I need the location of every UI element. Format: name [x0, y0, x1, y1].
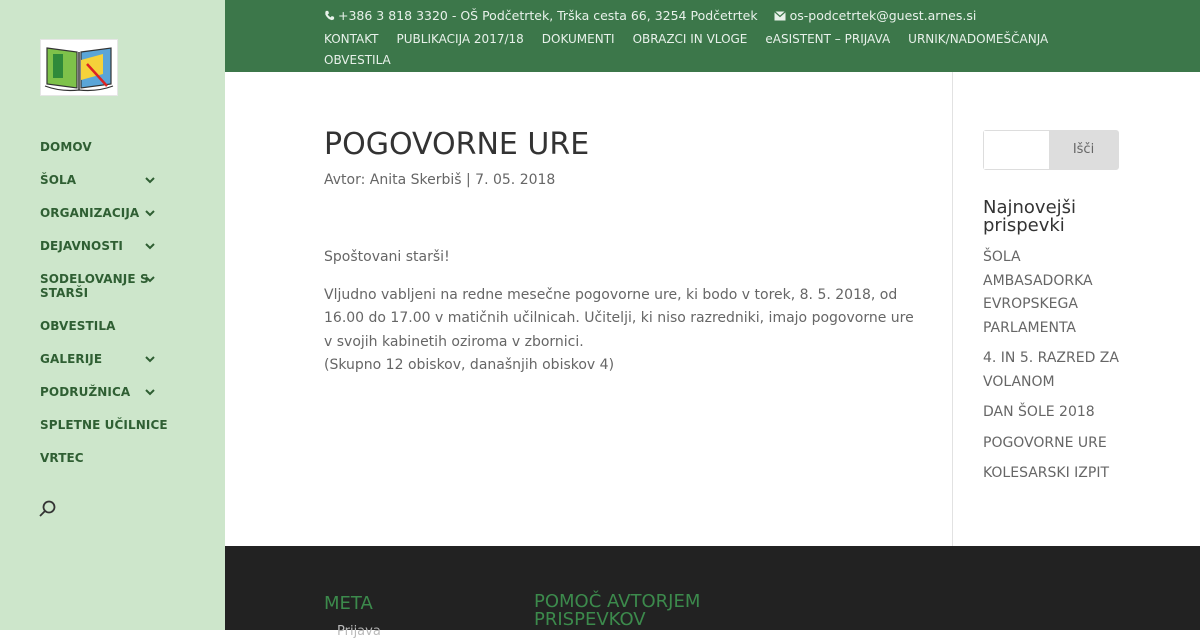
nav-item-sola[interactable]: ŠOLA: [40, 173, 165, 187]
chevron-down-icon[interactable]: [143, 173, 157, 187]
chevron-down-icon[interactable]: [143, 206, 157, 220]
recent-post-link[interactable]: POGOVORNE URE: [983, 434, 1107, 451]
nav-item-vrtec[interactable]: VRTEC: [40, 451, 84, 465]
chevron-down-icon[interactable]: [143, 385, 157, 399]
mail-icon: [774, 11, 786, 21]
post-paragraph: Vljudno vabljeni na redne mesečne pogovorne ure, ki bodo v torek, 8. 5. 2018, od 16.00 do 17.00 v matičnih učilnicah. Učitelji, ki niso razredniki, imajo pogovorne ure v svojih kabinetih oziroma v zbornici.: [324, 286, 914, 350]
content-divider: [952, 72, 953, 546]
search-button[interactable]: Išči: [1049, 131, 1118, 169]
topnav-urnik-nadomescanja[interactable]: URNIK/NADOMEŠČANJA: [908, 32, 1049, 46]
topnav-publikacija[interactable]: PUBLIKACIJA 2017/18: [396, 32, 524, 46]
contact-info: [324, 8, 976, 23]
chevron-down-icon[interactable]: [143, 352, 157, 366]
nav-item-galerije[interactable]: GALERIJE: [40, 352, 165, 366]
top-nav: [324, 29, 1084, 71]
chevron-down-icon[interactable]: [143, 272, 157, 286]
nav-item-domov[interactable]: DOMOV: [40, 140, 92, 154]
post-meta: Avtor: Anita Skerbiš | 7. 05. 2018: [324, 172, 556, 188]
footer-meta-title: META: [324, 593, 373, 614]
nav-item-obvestila[interactable]: OBVESTILA: [40, 319, 116, 333]
visit-counter: (Skupno 12 obiskov, današnjih obiskov 4): [324, 357, 615, 373]
phone-icon: [324, 10, 335, 21]
recent-posts-title: Najnovejši prispevki: [983, 197, 1077, 236]
chevron-down-icon[interactable]: [143, 239, 157, 253]
left-sidebar: [0, 0, 225, 630]
topnav-easistent-prijava[interactable]: eASISTENT – PRIJAVA: [765, 32, 891, 46]
footer: [225, 546, 1200, 639]
recent-post-link[interactable]: DAN ŠOLE 2018: [983, 404, 1095, 420]
nav-item-sodelovanje-s-starsi[interactable]: SODELOVANJE S STARŠI: [40, 272, 165, 300]
post-title: POGOVORNE URE: [324, 127, 590, 162]
post-greeting: Spoštovani starši!: [324, 249, 450, 265]
recent-post-link[interactable]: ŠOLA AMBASADORKA EVROPSKEGA PARLAMENTA: [983, 249, 1093, 336]
recent-posts-list: [983, 246, 1123, 493]
topnav-obvestila[interactable]: OBVESTILA: [324, 53, 391, 67]
nav-item-organizacija[interactable]: ORGANIZACIJA: [40, 206, 165, 220]
footer-help-title: POMOČ AVTORJEM PRISPEVKOV: [534, 591, 701, 630]
nav-item-dejavnosti[interactable]: DEJAVNOSTI: [40, 239, 165, 253]
recent-post-link[interactable]: KOLESARSKI IZPIT: [983, 465, 1110, 481]
post-body: [324, 246, 914, 392]
school-logo[interactable]: [40, 39, 118, 96]
nav-item-spletne-ucilnice[interactable]: SPLETNE UČILNICE: [40, 418, 168, 432]
nav-item-podruznica[interactable]: PODRUŽNICA: [40, 385, 165, 399]
topnav-obrazci-in-vloge[interactable]: OBRAZCI IN VLOGE: [632, 32, 748, 46]
top-header: [225, 0, 1200, 72]
recent-post-link[interactable]: 4. IN 5. RAZRED ZA VOLANOM: [983, 350, 1119, 390]
sidebar-search: [983, 130, 1119, 170]
phone-address-text: +386 3 818 3320 - OŠ Podčetrtek, Trška cesta 66, 3254 Podčetrtek: [338, 8, 758, 23]
search-icon[interactable]: [38, 499, 58, 519]
topnav-dokumenti[interactable]: DOKUMENTI: [541, 32, 615, 46]
search-input[interactable]: [984, 131, 1050, 169]
footer-login-link[interactable]: Prijava: [337, 624, 381, 639]
email-link[interactable]: os-podcetrtek@guest.arnes.si: [789, 8, 977, 23]
topnav-kontakt[interactable]: KONTAKT: [324, 32, 379, 46]
